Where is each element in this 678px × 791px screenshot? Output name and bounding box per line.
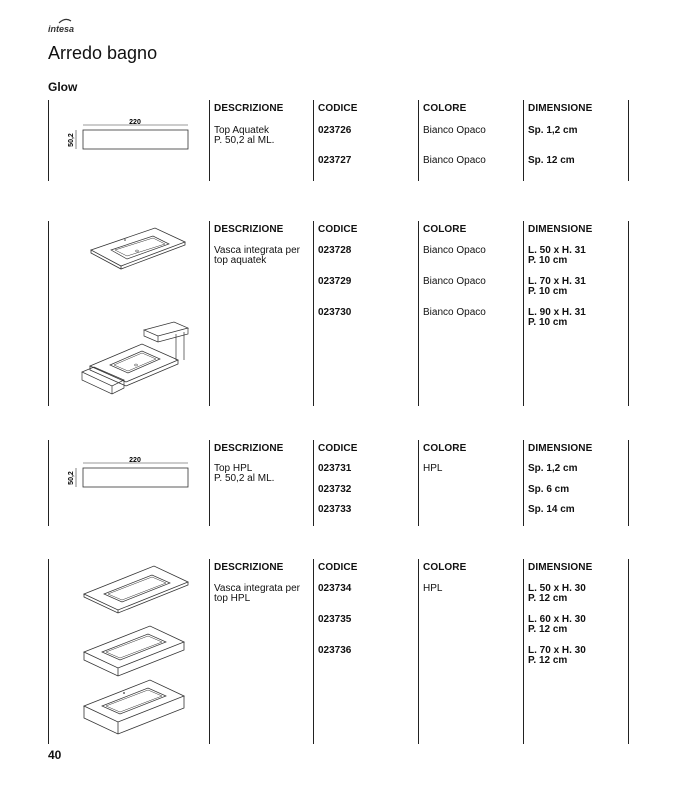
- product-dimension: L. 50 x H. 30 P. 12 cm: [528, 583, 586, 604]
- product-code: 023730: [318, 307, 352, 318]
- divider: [523, 100, 524, 181]
- product-code: 023732: [318, 484, 352, 495]
- product-code: 023734: [318, 583, 352, 594]
- divider: [48, 221, 49, 406]
- product-color: Bianco Opaco: [423, 307, 486, 318]
- header-descrizione: DESCRIZIONE: [214, 224, 284, 235]
- product-color: HPL: [423, 583, 443, 594]
- description: Top Aquatek P. 50,2 al ML.: [214, 125, 275, 146]
- product-code: 023733: [318, 504, 352, 515]
- divider: [209, 100, 210, 181]
- product-dimension: Sp. 14 cm: [528, 504, 575, 515]
- product-dimension: L. 50 x H. 31 P. 10 cm: [528, 245, 586, 266]
- brand-logo: [48, 24, 74, 34]
- divider: [313, 100, 314, 181]
- header-colore: COLORE: [423, 562, 467, 573]
- header-colore: COLORE: [423, 224, 467, 235]
- header-codice: CODICE: [318, 103, 358, 114]
- product-code: 023726: [318, 125, 352, 136]
- product-color: Bianco Opaco: [423, 245, 486, 256]
- product-dimension: L. 70 x H. 31 P. 10 cm: [528, 276, 586, 297]
- divider: [418, 100, 419, 181]
- product-code: 023729: [318, 276, 352, 287]
- drawing-height-label: 50,2: [68, 133, 75, 147]
- divider: [628, 440, 629, 526]
- divider: [628, 559, 629, 744]
- divider: [628, 221, 629, 406]
- page-title: Arredo bagno: [48, 43, 158, 63]
- header-dimensione: DIMENSIONE: [528, 224, 593, 235]
- drawing-width-label: 220: [129, 457, 141, 464]
- description: Top HPL P. 50,2 al ML.: [214, 463, 275, 484]
- product-dimension: L. 60 x H. 30 P. 12 cm: [528, 614, 586, 635]
- divider: [628, 100, 629, 181]
- divider: [48, 440, 49, 526]
- header-descrizione: DESCRIZIONE: [214, 443, 284, 454]
- header-codice: CODICE: [318, 443, 358, 454]
- divider: [418, 559, 419, 744]
- divider: [523, 440, 524, 526]
- divider: [313, 221, 314, 406]
- product-color: Bianco Opaco: [423, 155, 486, 166]
- header-dimensione: DIMENSIONE: [528, 103, 593, 114]
- divider: [48, 100, 49, 181]
- drawing-width-label: 220: [129, 119, 141, 126]
- product-dimension: Sp. 1,2 cm: [528, 125, 578, 136]
- basin-hpl-drawings: [80, 562, 195, 742]
- header-colore: COLORE: [423, 103, 467, 114]
- divider: [209, 559, 210, 744]
- header-dimensione: DIMENSIONE: [528, 562, 593, 573]
- divider: [523, 221, 524, 406]
- product-color: HPL: [423, 463, 443, 474]
- product-dimension: L. 70 x H. 30 P. 12 cm: [528, 645, 586, 666]
- header-descrizione: DESCRIZIONE: [214, 562, 284, 573]
- divider: [418, 221, 419, 406]
- divider: [313, 440, 314, 526]
- header-descrizione: DESCRIZIONE: [214, 103, 284, 114]
- brand-logo-text: intesa: [48, 24, 75, 34]
- product-dimension: Sp. 1,2 cm: [528, 463, 578, 474]
- divider: [209, 221, 210, 406]
- product-code: 023731: [318, 463, 352, 474]
- product-code: 023727: [318, 155, 352, 166]
- product-color: Bianco Opaco: [423, 125, 486, 136]
- drawing-height-label: 50,2: [68, 471, 75, 485]
- product-code: 023736: [318, 645, 352, 656]
- top-drawing: [64, 456, 194, 496]
- page-number: 40: [48, 748, 62, 762]
- logo-swoosh-icon: [58, 18, 72, 24]
- product-dimension: L. 90 x H. 31 P. 10 cm: [528, 307, 586, 328]
- header-codice: CODICE: [318, 224, 358, 235]
- description: Vasca integrata per top HPL: [214, 583, 300, 604]
- basin-exploded-drawing: [80, 320, 195, 400]
- header-colore: COLORE: [423, 443, 467, 454]
- product-dimension: Sp. 6 cm: [528, 484, 570, 495]
- product-code: 023735: [318, 614, 352, 625]
- divider: [418, 440, 419, 526]
- divider: [313, 559, 314, 744]
- description: Vasca integrata per top aquatek: [214, 245, 300, 266]
- divider: [48, 559, 49, 744]
- product-code: 023728: [318, 245, 352, 256]
- product-color: Bianco Opaco: [423, 276, 486, 287]
- basin-drawing: [85, 222, 190, 274]
- divider: [209, 440, 210, 526]
- product-dimension: Sp. 12 cm: [528, 155, 575, 166]
- product-line-title: Glow: [48, 80, 78, 94]
- top-drawing: [64, 118, 194, 158]
- header-codice: CODICE: [318, 562, 358, 573]
- divider: [523, 559, 524, 744]
- header-dimensione: DIMENSIONE: [528, 443, 593, 454]
